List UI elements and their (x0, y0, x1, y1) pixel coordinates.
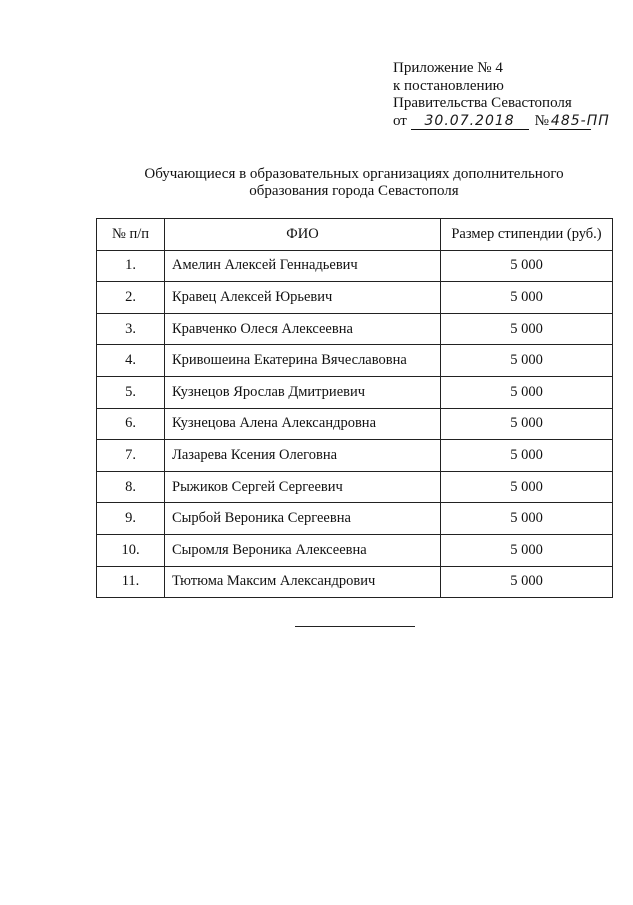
row-name: Кривошеина Екатерина Вячеславовна (165, 345, 441, 377)
row-name: Сырбой Вероника Сергеевна (165, 503, 441, 535)
row-amount: 5 000 (441, 313, 613, 345)
number-prefix: № (534, 112, 549, 129)
row-name: Кравченко Олеся Алексеевна (165, 313, 441, 345)
row-name: Кравец Алексей Юрьевич (165, 282, 441, 314)
row-number: 5. (97, 376, 165, 408)
row-name: Кузнецов Ярослав Дмитриевич (165, 376, 441, 408)
appendix-date-line (393, 112, 610, 131)
row-number: 3. (97, 313, 165, 345)
table-row (97, 282, 613, 314)
table-header-row (97, 219, 613, 251)
handwritten-date: 30.07.2018 (411, 114, 529, 130)
row-number: 10. (97, 534, 165, 566)
header-amount: Размер стипендии (руб.) (441, 219, 613, 251)
header-number: № п/п (97, 219, 165, 251)
row-number: 9. (97, 503, 165, 535)
table-row (97, 440, 613, 472)
date-prefix: от (393, 112, 407, 129)
row-amount: 5 000 (441, 503, 613, 535)
row-name: Лазарева Ксения Олеговна (165, 440, 441, 472)
heading-line-2: образования города Севастополя (249, 183, 459, 199)
document-heading (96, 166, 612, 200)
table-row (97, 471, 613, 503)
table-row (97, 345, 613, 377)
row-amount: 5 000 (441, 376, 613, 408)
row-amount: 5 000 (441, 471, 613, 503)
row-number: 8. (97, 471, 165, 503)
row-number: 6. (97, 408, 165, 440)
appendix-title: Приложение № 4 (393, 60, 503, 76)
row-number: 2. (97, 282, 165, 314)
row-number: 4. (97, 345, 165, 377)
row-number: 7. (97, 440, 165, 472)
table-row (97, 250, 613, 282)
scholarship-table (96, 218, 613, 598)
table-row (97, 534, 613, 566)
row-amount: 5 000 (441, 440, 613, 472)
table-row (97, 376, 613, 408)
row-amount: 5 000 (441, 282, 613, 314)
table-row (97, 566, 613, 598)
appendix-authority: Правительства Севастополя (393, 95, 572, 111)
table-row (97, 503, 613, 535)
closing-divider (295, 626, 415, 627)
row-name: Рыжиков Сергей Сергеевич (165, 471, 441, 503)
row-amount: 5 000 (441, 250, 613, 282)
appendix-subtitle: к постановлению (393, 77, 504, 94)
row-amount: 5 000 (441, 566, 613, 598)
row-name: Тютюма Максим Александрович (165, 566, 441, 598)
table-row (97, 313, 613, 345)
handwritten-number: 485-ПП (550, 112, 610, 129)
row-amount: 5 000 (441, 534, 613, 566)
row-number: 1. (97, 250, 165, 282)
header-name: ФИО (165, 219, 441, 251)
appendix-block (393, 60, 610, 130)
row-amount: 5 000 (441, 408, 613, 440)
heading-line-1: Обучающиеся в образовательных организациях дополнительного (144, 166, 564, 182)
row-number: 11. (97, 566, 165, 598)
table-row (97, 408, 613, 440)
row-name: Кузнецова Алена Александровна (165, 408, 441, 440)
row-name: Амелин Алексей Геннадьевич (165, 250, 441, 282)
row-name: Сыромля Вероника Алексеевна (165, 534, 441, 566)
row-amount: 5 000 (441, 345, 613, 377)
